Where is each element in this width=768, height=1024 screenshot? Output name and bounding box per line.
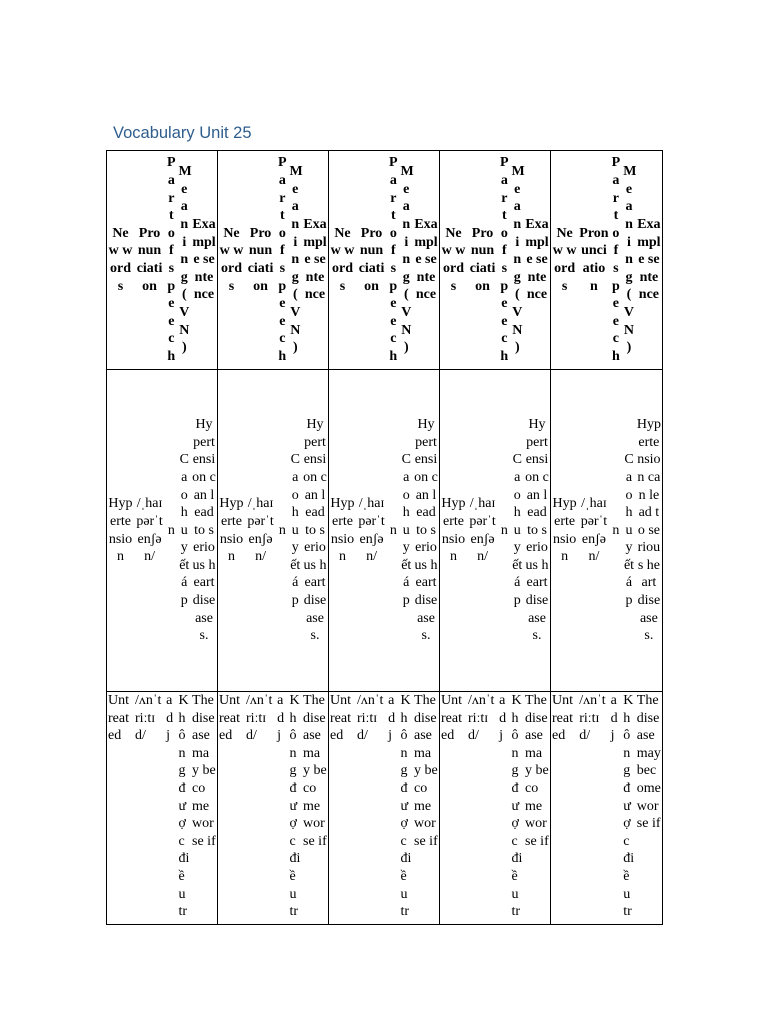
cell-part-of-speech: n [389,522,397,538]
row-group [440,370,551,692]
header-group [440,151,551,370]
row-group [107,692,218,925]
header-meaning: Meaning (VN) [400,164,414,356]
vocabulary-table [106,150,663,925]
cell-word: Untreated [552,693,573,744]
cell-pronunciation: /ˌhaɪpərˈtenʃən/ [580,496,608,565]
header-part-of-speech: Part of speech [389,155,398,364]
header-part-of-speech: Part of speech [167,155,176,364]
header-meaning: Meaning (VN) [623,164,637,356]
cell-example: The disease may become worse if [303,693,327,849]
cell-pronunciation: /ˌhaɪpərˈtenʃən/ [136,496,163,565]
cell-part-of-speech: adj [388,693,396,744]
header-pronunciation: Pronunciation [247,225,274,294]
cell-word: Untreated [330,693,351,744]
cell-part-of-speech: adj [610,693,618,744]
cell-word: Untreated [441,693,462,744]
cell-pronunciation: /ʌnˈtriːtɪd/ [467,693,495,744]
cell-part-of-speech: n [167,522,175,538]
table-header-row [107,151,663,370]
cell-word: Hypertension [441,496,466,565]
cell-meaning: Không được điều tr [623,693,635,920]
cell-pronunciation: /ˌhaɪpərˈtenʃən/ [358,496,385,565]
header-meaning: Meaning (VN) [511,164,525,356]
cell-part-of-speech: adj [166,693,174,744]
header-new-words: New words [330,225,355,294]
table-row [107,370,663,692]
row-group [218,370,329,692]
cell-pronunciation: /ʌnˈtriːtɪd/ [134,693,162,744]
header-pronunciation: Pronunciation [579,225,609,294]
cell-word: Hypertension [219,496,244,565]
header-new-words: New words [219,225,244,294]
header-part-of-speech: Part of speech [500,155,509,364]
cell-word: Hypertension [108,496,133,565]
cell-part-of-speech: n [500,522,508,538]
cell-meaning: Không được điều tr [511,693,523,920]
cell-example: Hypertension can lead to serious heart diseases. [192,417,216,644]
cell-pronunciation: /ʌnˈtriːtɪd/ [356,693,384,744]
page-title: Vocabulary Unit 25 [113,124,252,142]
cell-example: The disease may become worse if [192,693,216,849]
row-group [329,370,440,692]
header-example-sentence: Example sentence [525,217,549,303]
cell-meaning: Không được điều tr [178,693,190,920]
cell-pronunciation: /ʌnˈtriːtɪd/ [579,693,606,744]
cell-example: The disease may become worse if [414,693,438,849]
cell-example: Hypertension can lead to serious heart diseases. [303,417,327,644]
header-meaning: Meaning (VN) [178,164,192,356]
header-part-of-speech: Part of speech [611,155,621,364]
header-example-sentence: Example sentence [192,217,216,303]
cell-pronunciation: /ʌnˈtriːtɪd/ [245,693,273,744]
header-pronunciation: Pronunciation [469,225,496,294]
row-group [218,692,329,925]
header-meaning: Meaning (VN) [289,164,303,356]
cell-example: The disease may become worse if [636,693,661,832]
cell-meaning: Không được điều tr [400,693,412,920]
cell-word: Hypertension [330,496,355,565]
header-part-of-speech: Part of speech [278,155,287,364]
header-group [107,151,218,370]
cell-example: The disease may become worse if [525,693,549,849]
cell-example: Hypertension can lead to serious heart diseases. [636,417,661,644]
cell-part-of-speech: n [278,522,286,538]
cell-meaning: Không được điều tr [289,693,301,920]
header-example-sentence: Example sentence [303,217,327,303]
cell-example: Hypertension can lead to serious heart diseases. [414,417,438,644]
row-group [551,370,663,692]
header-pronunciation: Pronunciation [136,225,163,294]
header-new-words: New words [441,225,466,294]
row-group [107,370,218,692]
cell-meaning: Cao huyết áp [512,452,523,609]
header-example-sentence: Example sentence [414,217,438,303]
header-new-words: New words [552,225,577,294]
cell-meaning: Cao huyết áp [401,452,412,609]
row-group [440,692,551,925]
row-group [329,692,440,925]
header-example-sentence: Example sentence [637,217,661,303]
cell-meaning: Cao huyết áp [290,452,301,609]
header-group [551,151,663,370]
cell-example: Hypertension can lead to serious heart diseases. [525,417,549,644]
cell-word: Hypertension [552,496,577,565]
row-group [551,692,663,925]
header-new-words: New words [108,225,133,294]
table-row [107,692,663,925]
cell-pronunciation: /ˌhaɪpərˈtenʃən/ [469,496,496,565]
header-group [329,151,440,370]
cell-pronunciation: /ˌhaɪpərˈtenʃən/ [247,496,274,565]
cell-part-of-speech: adj [277,693,285,744]
cell-word: Untreated [108,693,129,744]
cell-word: Untreated [219,693,240,744]
cell-meaning: Cao huyết áp [623,452,635,609]
header-group [218,151,329,370]
header-pronunciation: Pronunciation [358,225,385,294]
cell-part-of-speech: n [612,522,620,538]
cell-meaning: Cao huyết áp [179,452,190,609]
cell-part-of-speech: adj [499,693,507,744]
